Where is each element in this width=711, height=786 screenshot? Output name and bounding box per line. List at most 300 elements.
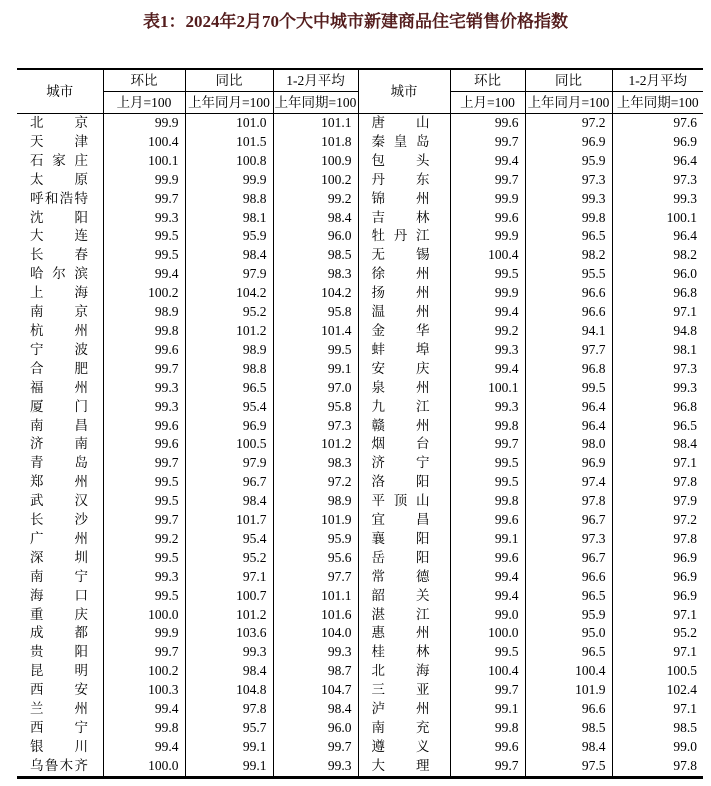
avg-value: 99.7 [273,738,358,757]
city-name: 济 宁 [358,454,450,473]
city-name: 三 亚 [358,681,450,700]
city-name: 温 州 [358,303,450,322]
city-name: 重 庆 [30,606,88,622]
table-row [17,360,703,379]
yoy-value: 104.8 [185,681,273,700]
yoy-value: 99.3 [525,190,612,209]
city-name: 银 川 [30,738,88,754]
yoy-value: 101.2 [185,606,273,625]
mom-value: 99.7 [450,681,525,700]
yoy-value: 96.6 [525,700,612,719]
table-row [17,757,703,777]
city-name: 烟 台 [358,435,450,454]
mom-value: 100.1 [450,379,525,398]
city-name: 大 理 [358,757,450,777]
yoy-value: 98.4 [185,662,273,681]
table-row [17,624,703,643]
city-name: 秦 皇 岛 [358,133,450,152]
header-city-right: 城市 [358,69,450,114]
avg-value: 97.8 [612,530,703,549]
yoy-value: 98.4 [185,492,273,511]
table-row [17,417,703,436]
city-name: 包 头 [358,152,450,171]
city-name: 昆 明 [30,663,88,679]
mom-value: 100.2 [103,284,185,303]
yoy-value: 98.8 [185,190,273,209]
city-name: 西 安 [30,682,88,698]
avg-value: 97.8 [612,757,703,777]
yoy-value: 96.4 [525,417,612,436]
city-name: 海 口 [30,587,88,603]
yoy-value: 96.6 [525,284,612,303]
table-row [17,606,703,625]
mom-value: 99.6 [450,738,525,757]
yoy-value: 96.6 [525,303,612,322]
city-name: 长 沙 [30,512,88,528]
avg-value: 97.1 [612,606,703,625]
mom-value: 98.9 [103,303,185,322]
yoy-value: 96.9 [525,454,612,473]
city-name: 惠 州 [358,624,450,643]
avg-value: 96.0 [273,227,358,246]
avg-value: 96.9 [612,133,703,152]
mom-value: 99.7 [450,171,525,190]
yoy-value: 96.4 [525,398,612,417]
avg-value: 100.1 [612,209,703,228]
header-yoy-base-left: 上年同月=100 [185,92,273,114]
yoy-value: 95.0 [525,624,612,643]
avg-value: 95.6 [273,549,358,568]
avg-value: 98.3 [273,265,358,284]
table-row [17,643,703,662]
yoy-value: 99.3 [185,643,273,662]
yoy-value: 97.3 [525,171,612,190]
yoy-value: 101.7 [185,511,273,530]
table-row [17,700,703,719]
avg-value: 97.9 [612,492,703,511]
mom-value: 99.7 [103,360,185,379]
city-name: 厦 门 [30,398,88,414]
avg-value: 101.6 [273,606,358,625]
avg-value: 96.9 [612,568,703,587]
avg-value: 99.2 [273,190,358,209]
header-yoy-base-right: 上年同月=100 [525,92,612,114]
mom-value: 99.9 [103,171,185,190]
table-row [17,114,703,133]
avg-value: 97.3 [612,360,703,379]
mom-value: 99.9 [103,624,185,643]
header-mom-base-right: 上月=100 [450,92,525,114]
yoy-value: 97.5 [525,757,612,777]
table-row [17,265,703,284]
table-row [17,171,703,190]
yoy-value: 95.7 [185,719,273,738]
city-name: 无 锡 [358,246,450,265]
avg-value: 97.8 [612,473,703,492]
yoy-value: 96.9 [185,417,273,436]
yoy-value: 98.5 [525,719,612,738]
city-name: 桂 林 [358,643,450,662]
yoy-value: 96.7 [525,549,612,568]
city-name: 赣 州 [358,417,450,436]
mom-value: 99.4 [450,587,525,606]
header-avg-right: 1-2月平均 [612,69,703,92]
avg-value: 98.3 [273,454,358,473]
avg-value: 98.9 [273,492,358,511]
table-row [17,511,703,530]
table-row [17,662,703,681]
mom-value: 99.5 [450,265,525,284]
avg-value: 96.5 [612,417,703,436]
yoy-value: 97.3 [525,530,612,549]
yoy-value: 97.9 [185,265,273,284]
city-name: 南 充 [358,719,450,738]
city-name: 岳 阳 [358,549,450,568]
yoy-value: 95.4 [185,398,273,417]
mom-value: 99.9 [450,190,525,209]
yoy-value: 96.5 [525,643,612,662]
header-avg-base-right: 上年同期=100 [612,92,703,114]
mom-value: 99.7 [103,454,185,473]
mom-value: 99.6 [103,435,185,454]
city-name: 宜 昌 [358,511,450,530]
city-name: 大 连 [30,228,88,244]
city-name: 合 肥 [30,360,88,376]
avg-value: 99.5 [273,341,358,360]
table-row [17,587,703,606]
yoy-value: 95.5 [525,265,612,284]
mom-value: 99.3 [450,398,525,417]
avg-value: 97.1 [612,700,703,719]
mom-value: 99.3 [450,341,525,360]
city-name: 泉 州 [358,379,450,398]
yoy-value: 99.5 [525,379,612,398]
city-name: 武 汉 [30,493,88,509]
mom-value: 99.1 [450,700,525,719]
avg-value: 99.3 [273,757,358,777]
yoy-value: 98.4 [185,246,273,265]
mom-value: 100.4 [450,662,525,681]
mom-value: 100.0 [103,606,185,625]
yoy-value: 98.2 [525,246,612,265]
mom-value: 99.1 [450,530,525,549]
yoy-value: 95.2 [185,303,273,322]
header-mom-base-left: 上月=100 [103,92,185,114]
city-name: 北 京 [30,115,88,130]
avg-value: 97.1 [612,454,703,473]
mom-value: 99.5 [103,246,185,265]
mom-value: 99.4 [450,152,525,171]
yoy-value: 95.9 [185,227,273,246]
mom-value: 99.7 [103,643,185,662]
city-name: 广 州 [30,530,88,546]
avg-value: 96.9 [612,549,703,568]
yoy-value: 97.8 [525,492,612,511]
avg-value: 96.0 [273,719,358,738]
table-row [17,454,703,473]
yoy-value: 104.2 [185,284,273,303]
yoy-value: 96.5 [525,587,612,606]
city-name: 安 庆 [358,360,450,379]
city-name: 南 京 [30,304,88,320]
table-row [17,398,703,417]
city-name: 常 德 [358,568,450,587]
mom-value: 99.7 [450,757,525,777]
avg-value: 101.4 [273,322,358,341]
city-name: 沈 阳 [30,209,88,225]
price-index-table [17,68,703,779]
yoy-value: 97.9 [185,454,273,473]
avg-value: 104.2 [273,284,358,303]
mom-value: 99.4 [450,360,525,379]
city-name: 福 州 [30,379,88,395]
avg-value: 99.0 [612,738,703,757]
avg-value: 101.2 [273,435,358,454]
city-name: 徐 州 [358,265,450,284]
yoy-value: 100.4 [525,662,612,681]
avg-value: 98.4 [273,700,358,719]
yoy-value: 98.0 [525,435,612,454]
avg-value: 98.1 [612,341,703,360]
avg-value: 95.8 [273,398,358,417]
header-mom-right: 环比 [450,69,525,92]
city-name: 兰 州 [30,701,88,717]
mom-value: 99.4 [450,303,525,322]
yoy-value: 98.9 [185,341,273,360]
city-name: 南 昌 [30,417,88,433]
mom-value: 100.0 [103,757,185,777]
yoy-value: 96.8 [525,360,612,379]
city-name: 锦 州 [358,190,450,209]
avg-value: 97.6 [612,114,703,133]
mom-value: 99.6 [450,511,525,530]
yoy-value: 96.7 [525,511,612,530]
city-name: 九 江 [358,398,450,417]
mom-value: 100.2 [103,662,185,681]
mom-value: 99.5 [103,473,185,492]
yoy-value: 101.9 [525,681,612,700]
city-name: 平 顶 山 [358,492,450,511]
yoy-value: 99.1 [185,738,273,757]
yoy-value: 96.9 [525,133,612,152]
avg-value: 97.1 [612,303,703,322]
yoy-value: 95.9 [525,606,612,625]
mom-value: 99.5 [103,587,185,606]
table-row [17,190,703,209]
mom-value: 99.2 [450,322,525,341]
yoy-value: 97.1 [185,568,273,587]
city-name: 太 原 [30,171,88,187]
header-row-labels [17,69,703,92]
mom-value: 99.2 [103,530,185,549]
yoy-value: 96.5 [525,227,612,246]
city-name: 石 家 庄 [30,152,88,168]
mom-value: 99.5 [450,454,525,473]
table-row [17,133,703,152]
mom-value: 99.8 [103,719,185,738]
avg-value: 98.4 [273,209,358,228]
mom-value: 99.5 [103,227,185,246]
avg-value: 96.8 [612,398,703,417]
table-row [17,435,703,454]
mom-value: 99.7 [103,190,185,209]
avg-value: 102.4 [612,681,703,700]
avg-value: 99.3 [612,190,703,209]
mom-value: 99.7 [450,435,525,454]
mom-value: 99.6 [103,417,185,436]
avg-value: 101.1 [273,587,358,606]
table-row [17,568,703,587]
mom-value: 99.8 [450,719,525,738]
yoy-value: 98.1 [185,209,273,228]
city-name: 天 津 [30,133,88,149]
mom-value: 99.9 [450,227,525,246]
city-name: 哈 尔 滨 [30,266,88,282]
mom-value: 99.4 [450,568,525,587]
table-row [17,738,703,757]
avg-value: 98.7 [273,662,358,681]
city-name: 乌 鲁 木 齐 [30,757,88,773]
mom-value: 99.6 [450,114,525,133]
avg-value: 99.1 [273,360,358,379]
avg-value: 98.5 [273,246,358,265]
table-header [17,69,703,114]
mom-value: 99.9 [450,284,525,303]
avg-value: 97.2 [273,473,358,492]
yoy-value: 95.2 [185,549,273,568]
avg-value: 101.8 [273,133,358,152]
yoy-value: 96.6 [525,568,612,587]
city-name: 扬 州 [358,284,450,303]
yoy-value: 97.4 [525,473,612,492]
avg-value: 94.8 [612,322,703,341]
mom-value: 100.3 [103,681,185,700]
city-name: 宁 波 [30,341,88,357]
yoy-value: 95.9 [525,152,612,171]
avg-value: 96.0 [612,265,703,284]
header-yoy-right: 同比 [525,69,612,92]
avg-value: 100.5 [612,662,703,681]
mom-value: 99.6 [450,209,525,228]
mom-value: 99.4 [103,738,185,757]
city-name: 泸 州 [358,700,450,719]
yoy-value: 100.7 [185,587,273,606]
yoy-value: 101.5 [185,133,273,152]
avg-value: 97.0 [273,379,358,398]
table-row [17,473,703,492]
avg-value: 104.7 [273,681,358,700]
avg-value: 100.2 [273,171,358,190]
city-name: 上 海 [30,285,88,301]
table-row [17,341,703,360]
mom-value: 99.9 [103,114,185,133]
city-name: 西 宁 [30,720,88,735]
mom-value: 99.7 [103,511,185,530]
city-name: 呼 和 浩 特 [30,190,88,206]
yoy-value: 99.9 [185,171,273,190]
avg-value: 96.9 [612,587,703,606]
avg-value: 96.8 [612,284,703,303]
avg-value: 98.2 [612,246,703,265]
mom-value: 99.5 [103,549,185,568]
table-row [17,303,703,322]
table-row [17,549,703,568]
mom-value: 99.7 [450,133,525,152]
mom-value: 100.4 [450,246,525,265]
mom-value: 99.0 [450,606,525,625]
mom-value: 99.4 [103,700,185,719]
mom-value: 99.4 [103,265,185,284]
avg-value: 99.3 [273,643,358,662]
city-name: 湛 江 [358,606,450,625]
avg-value: 101.9 [273,511,358,530]
table-row [17,530,703,549]
avg-value: 101.1 [273,114,358,133]
table-row [17,719,703,738]
avg-value: 96.4 [612,227,703,246]
city-name: 韶 关 [358,587,450,606]
mom-value: 99.5 [450,473,525,492]
city-name: 唐 山 [358,114,450,133]
mom-value: 99.8 [450,417,525,436]
mom-value: 100.1 [103,152,185,171]
avg-value: 97.2 [612,511,703,530]
table-row [17,322,703,341]
mom-value: 99.8 [450,492,525,511]
avg-value: 97.7 [273,568,358,587]
city-name: 牡 丹 江 [358,227,450,246]
avg-value: 95.8 [273,303,358,322]
header-avg-base-left: 上年同期=100 [273,92,358,114]
mom-value: 99.5 [103,492,185,511]
avg-value: 97.3 [273,417,358,436]
yoy-value: 99.8 [525,209,612,228]
city-name: 丹 东 [358,171,450,190]
yoy-value: 99.1 [185,757,273,777]
avg-value: 100.9 [273,152,358,171]
mom-value: 100.0 [450,624,525,643]
avg-value: 97.3 [612,171,703,190]
mom-value: 99.3 [103,568,185,587]
yoy-value: 97.8 [185,700,273,719]
avg-value: 95.9 [273,530,358,549]
table-row [17,209,703,228]
yoy-value: 98.4 [525,738,612,757]
city-name: 贵 阳 [30,644,88,660]
yoy-value: 96.5 [185,379,273,398]
table-row [17,227,703,246]
city-name: 北 海 [358,662,450,681]
city-name: 深 圳 [30,549,88,565]
city-name: 青 岛 [30,455,88,471]
mom-value: 99.3 [103,398,185,417]
city-name: 成 都 [30,625,88,641]
yoy-value: 100.5 [185,435,273,454]
yoy-value: 97.2 [525,114,612,133]
table-body [17,114,703,778]
avg-value: 98.4 [612,435,703,454]
city-name: 郑 州 [30,474,88,490]
yoy-value: 98.8 [185,360,273,379]
header-avg-left: 1-2月平均 [273,69,358,92]
table-row [17,284,703,303]
avg-value: 95.2 [612,624,703,643]
mom-value: 99.6 [450,549,525,568]
city-name: 蚌 埠 [358,341,450,360]
city-name: 吉 林 [358,209,450,228]
page-title: 表1：2024年2月70个大中城市新建商品住宅销售价格指数 [143,12,568,31]
avg-value: 98.5 [612,719,703,738]
